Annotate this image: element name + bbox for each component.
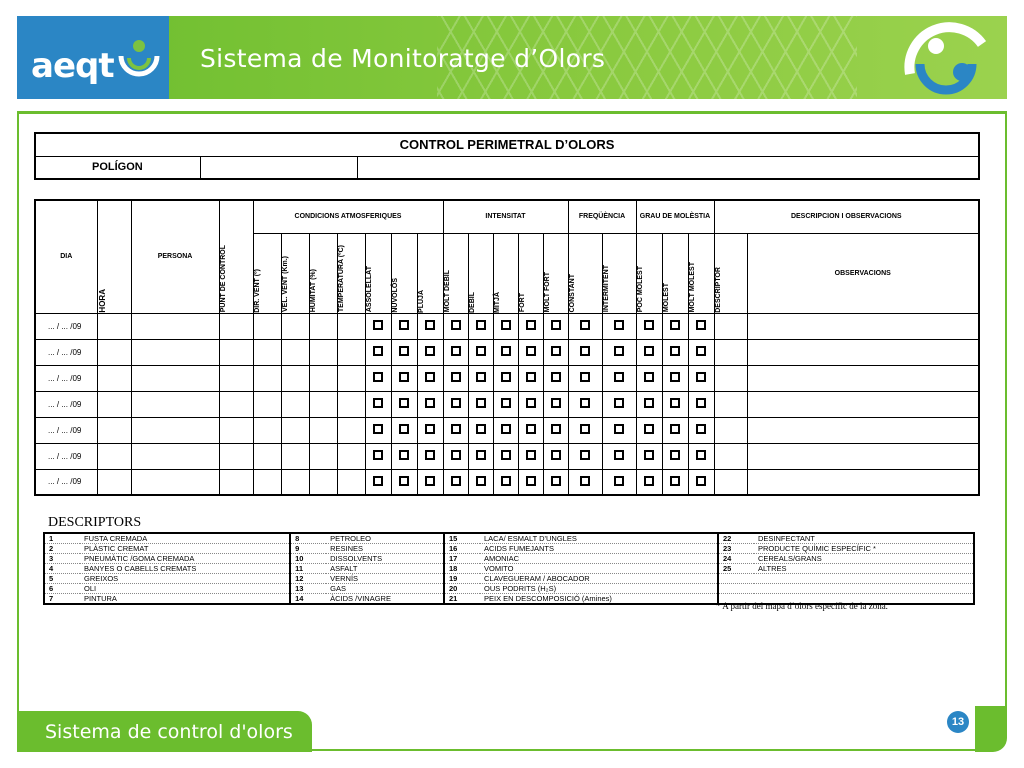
checkbox[interactable] xyxy=(373,320,383,330)
col-constant: CONSTANT xyxy=(568,274,576,313)
col-mitja: MITJÀ xyxy=(493,291,501,313)
checkbox[interactable] xyxy=(551,450,561,460)
input-cell[interactable] xyxy=(131,443,219,469)
input-cell[interactable] xyxy=(337,365,365,391)
checkbox[interactable] xyxy=(614,424,624,434)
input-cell[interactable] xyxy=(219,469,253,495)
checkbox[interactable] xyxy=(451,476,461,486)
col-hora: HORA xyxy=(97,288,107,313)
descriptor-cell: ALTRES xyxy=(754,564,974,574)
logo-person-icon xyxy=(115,36,163,80)
checkbox[interactable] xyxy=(373,424,383,434)
input-cell[interactable] xyxy=(281,469,309,495)
input-cell[interactable] xyxy=(281,443,309,469)
input-cell[interactable] xyxy=(309,391,337,417)
descriptor-cell: 17 xyxy=(444,554,480,564)
descriptor-row xyxy=(44,533,974,544)
descriptor-cell: ASFALT xyxy=(326,564,444,574)
polygon-label: POLÍGON xyxy=(35,156,200,179)
checkbox[interactable] xyxy=(399,450,409,460)
row-date: ... / ... /09 xyxy=(35,443,97,469)
input-cell[interactable] xyxy=(253,443,281,469)
input-cell[interactable] xyxy=(131,469,219,495)
input-cell[interactable] xyxy=(309,313,337,339)
input-cell[interactable] xyxy=(253,417,281,443)
descriptor-cell: DISSOLVENTS xyxy=(326,554,444,564)
input-cell[interactable] xyxy=(219,443,253,469)
input-cell[interactable] xyxy=(253,391,281,417)
table-row xyxy=(35,391,979,417)
row-date: ... / ... /09 xyxy=(35,365,97,391)
descriptor-cell: 19 xyxy=(444,574,480,584)
table-row xyxy=(35,469,979,495)
col-molt-fort: MOLT FORT xyxy=(543,272,551,313)
descriptor-cell[interactable] xyxy=(714,417,747,443)
row-date: ... / ... /09 xyxy=(35,313,97,339)
descriptor-cell[interactable] xyxy=(714,391,747,417)
descriptor-cell: PRODUCTE QUÍMIC ESPECÍFIC * xyxy=(754,544,974,554)
input-cell[interactable] xyxy=(281,391,309,417)
descriptor-cell: CLAVEGUERAM / ABOCADOR xyxy=(480,574,718,584)
input-cell[interactable] xyxy=(337,391,365,417)
descriptor-cell: CEREALS/GRANS xyxy=(754,554,974,564)
checkbox[interactable] xyxy=(451,346,461,356)
footer-bar xyxy=(17,711,312,752)
checkbox[interactable] xyxy=(476,450,486,460)
row-date: ... / ... /09 xyxy=(35,339,97,365)
checkbox[interactable] xyxy=(644,320,654,330)
checkbox[interactable] xyxy=(614,398,624,408)
checkbox[interactable] xyxy=(476,398,486,408)
descriptor-cell: ACIDS FUMEJANTS xyxy=(480,544,718,554)
input-cell[interactable] xyxy=(253,339,281,365)
input-cell[interactable] xyxy=(253,469,281,495)
input-cell[interactable] xyxy=(309,365,337,391)
checkbox[interactable] xyxy=(670,424,680,434)
checkbox[interactable] xyxy=(580,398,590,408)
col-pluja: PLUJA xyxy=(417,289,425,313)
checkbox[interactable] xyxy=(644,450,654,460)
group-grau: GRAU DE MOLÈSTIA xyxy=(636,200,714,233)
page-title: Sistema de Monitoratge d’Olors xyxy=(200,44,606,73)
observations-cell[interactable] xyxy=(747,365,979,391)
group-cond: CONDICIONS ATMOSFERIQUES xyxy=(253,200,443,233)
descriptor-cell: ÀCIDS /VINAGRE xyxy=(326,594,444,605)
descriptor-row xyxy=(44,554,974,564)
checkbox[interactable] xyxy=(696,346,706,356)
descriptor-cell: 4 xyxy=(44,564,80,574)
descriptor-cell: 2 xyxy=(44,544,80,554)
form-title: CONTROL PERIMETRAL D’OLORS xyxy=(35,133,979,156)
checkbox[interactable] xyxy=(551,346,561,356)
input-cell[interactable] xyxy=(309,469,337,495)
checkbox[interactable] xyxy=(670,372,680,382)
checkbox[interactable] xyxy=(670,450,680,460)
checkbox[interactable] xyxy=(451,424,461,434)
checkbox[interactable] xyxy=(614,320,624,330)
col-debil: DEBIL xyxy=(468,291,476,313)
polygon-field[interactable] xyxy=(200,156,357,179)
input-cell[interactable] xyxy=(97,313,131,339)
checkbox[interactable] xyxy=(451,398,461,408)
descriptor-cell xyxy=(754,584,974,594)
row-date: ... / ... /09 xyxy=(35,469,97,495)
input-cell[interactable] xyxy=(131,313,219,339)
table-row xyxy=(35,365,979,391)
descriptor-cell: PLÀSTIC CREMAT xyxy=(80,544,290,554)
descriptor-cell: 9 xyxy=(290,544,326,554)
descriptor-cell: RESINES xyxy=(326,544,444,554)
checkbox[interactable] xyxy=(425,372,435,382)
col-temperatura: TEMPERATURA (ºC) xyxy=(337,245,345,313)
checkbox[interactable] xyxy=(670,398,680,408)
checkbox[interactable] xyxy=(399,372,409,382)
checkbox[interactable] xyxy=(696,476,706,486)
input-cell[interactable] xyxy=(131,417,219,443)
input-cell[interactable] xyxy=(309,417,337,443)
checkbox[interactable] xyxy=(551,424,561,434)
descriptor-cell: 23 xyxy=(718,544,754,554)
checkbox[interactable] xyxy=(551,476,561,486)
descriptor-cell[interactable] xyxy=(714,339,747,365)
checkbox[interactable] xyxy=(425,476,435,486)
checkbox[interactable] xyxy=(551,320,561,330)
checkbox[interactable] xyxy=(551,372,561,382)
checkbox[interactable] xyxy=(580,450,590,460)
checkbox[interactable] xyxy=(526,450,536,460)
checkbox[interactable] xyxy=(501,398,511,408)
input-cell[interactable] xyxy=(131,339,219,365)
col-molest: MOLEST xyxy=(662,283,670,313)
descriptor-row xyxy=(44,544,974,554)
input-cell[interactable] xyxy=(219,417,253,443)
col-dir-vent: DIR. VENT (º) xyxy=(253,268,261,313)
descriptor-cell: PINTURA xyxy=(80,594,290,605)
checkbox[interactable] xyxy=(501,424,511,434)
table-row xyxy=(35,443,979,469)
descriptor-cell xyxy=(718,574,754,584)
col-molt-debil: MOLT DEBIL xyxy=(443,270,451,313)
checkbox[interactable] xyxy=(696,450,706,460)
descriptor-cell: BANYES O CABELLS CREMATS xyxy=(80,564,290,574)
col-fort: FORT xyxy=(518,293,526,313)
input-cell[interactable] xyxy=(281,339,309,365)
observations-cell[interactable] xyxy=(747,313,979,339)
descriptor-cell: 1 xyxy=(44,533,80,544)
descriptor-cell: 24 xyxy=(718,554,754,564)
descriptor-cell: DESINFECTANT xyxy=(754,533,974,544)
logo-text: aeqt xyxy=(31,46,114,86)
group-desc: DESCRIPCION I OBSERVACIONS xyxy=(714,200,979,233)
checkbox[interactable] xyxy=(614,476,624,486)
col-intermitent: INTERMITENT xyxy=(602,265,610,313)
descriptor-cell: 6 xyxy=(44,584,80,594)
input-cell[interactable] xyxy=(337,443,365,469)
observations-cell[interactable] xyxy=(747,391,979,417)
input-cell[interactable] xyxy=(97,365,131,391)
checkbox[interactable] xyxy=(670,476,680,486)
checkbox[interactable] xyxy=(580,476,590,486)
descriptor-cell: AMONIAC xyxy=(480,554,718,564)
checkbox[interactable] xyxy=(526,424,536,434)
input-cell[interactable] xyxy=(253,313,281,339)
descriptor-cell: 20 xyxy=(444,584,480,594)
group-int: INTENSITAT xyxy=(443,200,568,233)
brand-emblem-icon xyxy=(890,14,1002,98)
col-observacions: OBSERVACIONS xyxy=(747,233,979,313)
checkbox[interactable] xyxy=(451,450,461,460)
checkbox[interactable] xyxy=(696,372,706,382)
descriptor-cell: 3 xyxy=(44,554,80,564)
descriptor-cell xyxy=(754,574,974,584)
input-cell[interactable] xyxy=(97,469,131,495)
page-number: 13 xyxy=(947,711,969,733)
observations-cell[interactable] xyxy=(747,417,979,443)
checkbox[interactable] xyxy=(614,346,624,356)
checkbox[interactable] xyxy=(399,320,409,330)
input-cell[interactable] xyxy=(97,417,131,443)
checkbox[interactable] xyxy=(451,372,461,382)
descriptor-cell: PEIX EN DESCOMPOSICIÓ (Amines) xyxy=(480,594,718,605)
col-punt: PUNT DE CONTROL xyxy=(219,245,227,313)
checkbox[interactable] xyxy=(644,346,654,356)
input-cell[interactable] xyxy=(281,313,309,339)
checkbox[interactable] xyxy=(399,346,409,356)
checkbox[interactable] xyxy=(580,320,590,330)
input-cell[interactable] xyxy=(253,365,281,391)
descriptor-cell: 5 xyxy=(44,574,80,584)
col-molt-molest: MOLT MOLEST xyxy=(688,262,696,313)
checkbox[interactable] xyxy=(501,320,511,330)
footer-label: Sistema de control d'olors xyxy=(45,721,293,743)
checkbox[interactable] xyxy=(399,476,409,486)
descriptor-cell: 25 xyxy=(718,564,754,574)
table-row xyxy=(35,417,979,443)
checkbox[interactable] xyxy=(696,320,706,330)
col-poc-molest: POC MOLEST xyxy=(636,266,644,313)
log-table xyxy=(34,199,980,496)
checkbox[interactable] xyxy=(501,476,511,486)
checkbox[interactable] xyxy=(476,320,486,330)
input-cell[interactable] xyxy=(219,339,253,365)
checkbox[interactable] xyxy=(476,424,486,434)
checkbox[interactable] xyxy=(670,320,680,330)
col-dia: DIA xyxy=(35,200,97,313)
descriptor-cell: VOMITO xyxy=(480,564,718,574)
input-cell[interactable] xyxy=(281,365,309,391)
checkbox[interactable] xyxy=(501,346,511,356)
input-cell[interactable] xyxy=(337,339,365,365)
descriptor-cell: 21 xyxy=(444,594,480,605)
descriptor-cell: 7 xyxy=(44,594,80,605)
descriptor-cell: VERNÍS xyxy=(326,574,444,584)
checkbox[interactable] xyxy=(425,450,435,460)
descriptor-cell[interactable] xyxy=(714,469,747,495)
checkbox[interactable] xyxy=(501,450,511,460)
descriptor-cell: GREIXOS xyxy=(80,574,290,584)
checkbox[interactable] xyxy=(526,320,536,330)
checkbox[interactable] xyxy=(399,424,409,434)
col-humitat: HUMITAT (%) xyxy=(309,269,317,313)
descriptor-cell: GAS xyxy=(326,584,444,594)
descriptor-cell[interactable] xyxy=(714,313,747,339)
checkbox[interactable] xyxy=(476,346,486,356)
col-assolellat: ASSOLELLAT xyxy=(365,266,373,313)
descriptor-cell: 15 xyxy=(444,533,480,544)
footer-corner xyxy=(975,706,1007,752)
descriptor-row xyxy=(44,564,974,574)
descriptor-cell: PETROLEO xyxy=(326,533,444,544)
checkbox[interactable] xyxy=(580,346,590,356)
checkbox[interactable] xyxy=(526,346,536,356)
checkbox[interactable] xyxy=(580,372,590,382)
input-cell[interactable] xyxy=(97,443,131,469)
checkbox[interactable] xyxy=(670,346,680,356)
checkbox[interactable] xyxy=(644,372,654,382)
descriptor-cell: OUS PODRITS (H₂S) xyxy=(480,584,718,594)
descriptor-cell: 11 xyxy=(290,564,326,574)
descriptor-cell: 13 xyxy=(290,584,326,594)
descriptor-cell: PNEUMÀTIC /GOMA CREMADA xyxy=(80,554,290,564)
checkbox[interactable] xyxy=(399,398,409,408)
checkbox[interactable] xyxy=(644,476,654,486)
checkbox[interactable] xyxy=(373,476,383,486)
input-cell[interactable] xyxy=(131,365,219,391)
checkbox[interactable] xyxy=(476,476,486,486)
observations-cell[interactable] xyxy=(747,469,979,495)
col-descriptor: DESCRIPTOR xyxy=(714,266,722,313)
input-cell[interactable] xyxy=(337,469,365,495)
checkbox[interactable] xyxy=(644,398,654,408)
descriptor-cell: 14 xyxy=(290,594,326,605)
row-date: ... / ... /09 xyxy=(35,417,97,443)
descriptor-cell: OLI xyxy=(80,584,290,594)
checkbox[interactable] xyxy=(451,320,461,330)
checkbox[interactable] xyxy=(425,424,435,434)
row-date: ... / ... /09 xyxy=(35,391,97,417)
descriptor-cell: 22 xyxy=(718,533,754,544)
checkbox[interactable] xyxy=(696,398,706,408)
checkbox[interactable] xyxy=(526,398,536,408)
group-freq: FREQÜÈNCIA xyxy=(568,200,636,233)
checkbox[interactable] xyxy=(425,346,435,356)
checkbox[interactable] xyxy=(580,424,590,434)
table-row xyxy=(35,313,979,339)
observations-cell[interactable] xyxy=(747,443,979,469)
table-row xyxy=(35,339,979,365)
checkbox[interactable] xyxy=(614,372,624,382)
descriptor-row xyxy=(44,584,974,594)
descriptor-cell[interactable] xyxy=(714,443,747,469)
polygon-value[interactable] xyxy=(357,156,979,179)
input-cell[interactable] xyxy=(309,443,337,469)
descriptor-cell: 12 xyxy=(290,574,326,584)
checkbox[interactable] xyxy=(476,372,486,382)
checkbox[interactable] xyxy=(526,372,536,382)
checkbox[interactable] xyxy=(501,372,511,382)
input-cell[interactable] xyxy=(309,339,337,365)
checkbox[interactable] xyxy=(373,372,383,382)
checkbox[interactable] xyxy=(526,476,536,486)
input-cell[interactable] xyxy=(281,417,309,443)
checkbox[interactable] xyxy=(373,398,383,408)
checkbox[interactable] xyxy=(644,424,654,434)
form-header-table xyxy=(34,132,980,180)
descriptor-cell: 10 xyxy=(290,554,326,564)
descriptor-cell xyxy=(718,584,754,594)
checkbox[interactable] xyxy=(551,398,561,408)
descriptor-cell: LACA/ ESMALT D'UNGLES xyxy=(480,533,718,544)
input-cell[interactable] xyxy=(337,417,365,443)
checkbox[interactable] xyxy=(373,450,383,460)
col-persona: PERSONA xyxy=(131,200,219,313)
input-cell[interactable] xyxy=(97,391,131,417)
descriptors-table xyxy=(43,532,975,605)
descriptors-title: DESCRIPTORS xyxy=(48,515,142,530)
descriptors-note: * A partir del mapa d’olors específic de la zona. xyxy=(716,601,888,611)
descriptor-cell: 18 xyxy=(444,564,480,574)
descriptor-cell[interactable] xyxy=(714,365,747,391)
descriptor-cell: 16 xyxy=(444,544,480,554)
checkbox[interactable] xyxy=(696,424,706,434)
checkbox[interactable] xyxy=(614,450,624,460)
descriptor-row xyxy=(44,574,974,584)
input-cell[interactable] xyxy=(337,313,365,339)
checkbox[interactable] xyxy=(425,320,435,330)
input-cell[interactable] xyxy=(219,391,253,417)
input-cell[interactable] xyxy=(131,391,219,417)
input-cell[interactable] xyxy=(97,339,131,365)
checkbox[interactable] xyxy=(425,398,435,408)
descriptor-cell: 8 xyxy=(290,533,326,544)
descriptor-cell: FUSTA CREMADA xyxy=(80,533,290,544)
input-cell[interactable] xyxy=(219,313,253,339)
col-nuvolos: NUVOLÓS xyxy=(391,277,399,313)
observations-cell[interactable] xyxy=(747,339,979,365)
col-vel-vent: VEL. VENT (Km.) xyxy=(281,256,289,313)
checkbox[interactable] xyxy=(373,346,383,356)
aeqt-logo xyxy=(17,16,169,99)
input-cell[interactable] xyxy=(219,365,253,391)
